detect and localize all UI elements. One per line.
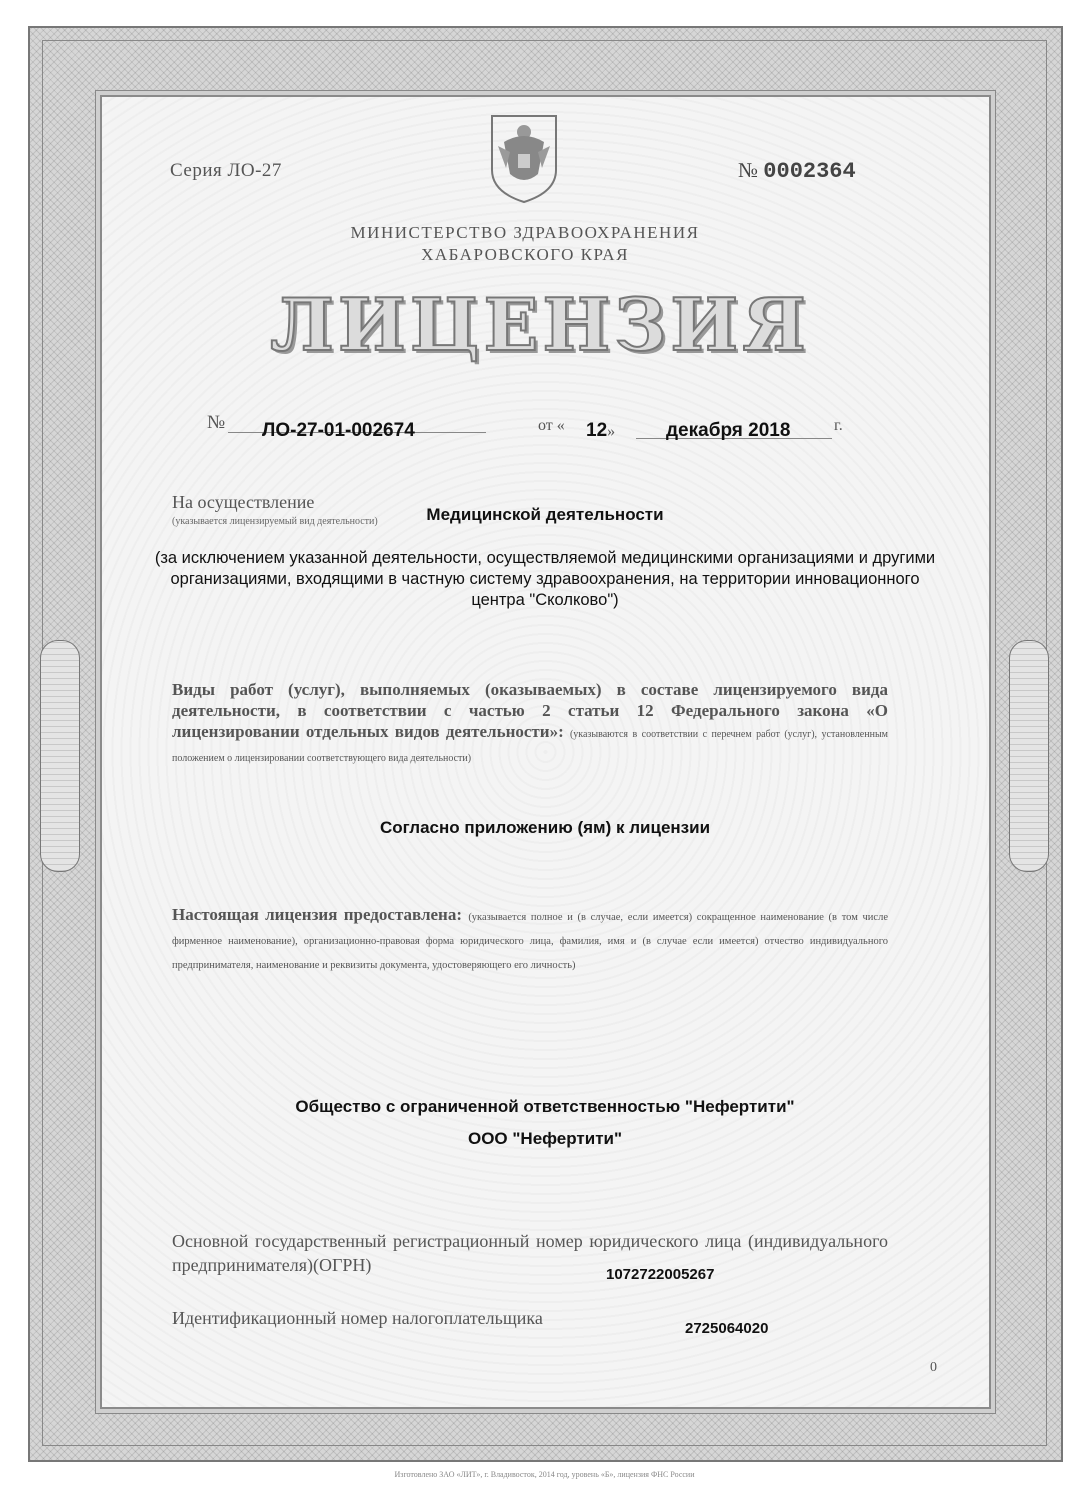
printer-footer: Изготовлено ЗАО «ЛИТ», г. Владивосток, 2014 год, уровень «Б», лицензия ФНС России bbox=[394, 1470, 695, 1479]
left-ornament bbox=[40, 640, 80, 872]
date-day bbox=[586, 420, 615, 442]
organization-full-name: Общество с ограниченной ответственностью "Нефертити" bbox=[295, 1097, 795, 1116]
license-number-label: № bbox=[207, 412, 226, 433]
date-day-close: » bbox=[607, 423, 616, 440]
ministry-line1: МИНИСТЕРСТВО ЗДРАВООХРАНЕНИЯ bbox=[350, 223, 700, 242]
coat-of-arms-icon bbox=[486, 112, 562, 204]
ogrn-label: Основной государственный регистрационный номер юридического лица (индивидуального предпринимателя)(ОГРН) bbox=[172, 1231, 888, 1275]
works-hint: (указываются в соответствии с перечнем работ (услуг), установленным положением о лицензировании соответствующего вида деятельности) bbox=[172, 729, 888, 764]
inn-label: Идентификационный номер налогоплательщика bbox=[172, 1308, 543, 1328]
organization-short-name: ООО "Нефертити" bbox=[467, 1129, 623, 1148]
works-value: Согласно приложению (ям) к лицензии bbox=[379, 818, 711, 837]
works-text: Виды работ (услуг), выполняемых (оказываемых) в составе лицензируемого вида деятельности, в соответствии с частью 2 статьи 12 Федерального закона «О лицензировании отдельных видов деятельности»: bbox=[172, 680, 888, 741]
activity-note: (за исключением указанной деятельности, осуществляемой медицинскими организациями и другими организациями, входящими в частную систему здравоохранения, на территории инновационного центра "Сколково") bbox=[154, 549, 936, 609]
activity-label: На осуществление bbox=[172, 492, 315, 512]
date-year-suffix: г. bbox=[834, 417, 843, 434]
corner-mark: 0 bbox=[930, 1360, 937, 1375]
granted-paragraph bbox=[172, 904, 888, 976]
works-paragraph bbox=[172, 679, 888, 769]
right-ornament bbox=[1009, 640, 1049, 872]
inn-value: 2725064020 bbox=[685, 1320, 769, 1337]
granted-hint: (указывается полное и (в случае, если имеется) сокращенное наименование (в том числе фирменное наименование), организационно-правовая форма юридического лица, фамилия, имя и (в случае если имеется) отчество индивидуального предпринимателя, наименование и реквизиты документа, удостоверяющего его личность) bbox=[172, 912, 888, 971]
document-title: ЛИЦЕНЗИЯ bbox=[270, 282, 810, 367]
date-from-label: от « bbox=[538, 417, 565, 434]
license-number-value: ЛО-27-01-002674 bbox=[262, 420, 415, 441]
ministry-line2: ХАБАРОВСКОГО КРАЯ bbox=[421, 245, 629, 264]
ogrn-value: 1072722005267 bbox=[606, 1266, 715, 1283]
form-number bbox=[738, 158, 856, 184]
granted-label: Настоящая лицензия предоставлена: bbox=[172, 905, 462, 924]
series-label: Серия ЛО-27 bbox=[170, 160, 282, 181]
activity-value: Медицинской деятельности bbox=[426, 505, 664, 524]
activity-hint: (указывается лицензируемый вид деятельности) bbox=[172, 516, 378, 527]
number-value: 0002364 bbox=[763, 159, 856, 184]
date-month-year: декабря 2018 bbox=[666, 420, 791, 441]
number-prefix: № bbox=[738, 158, 759, 182]
date-day-value: 12 bbox=[586, 420, 608, 441]
ministry-heading bbox=[200, 222, 850, 266]
